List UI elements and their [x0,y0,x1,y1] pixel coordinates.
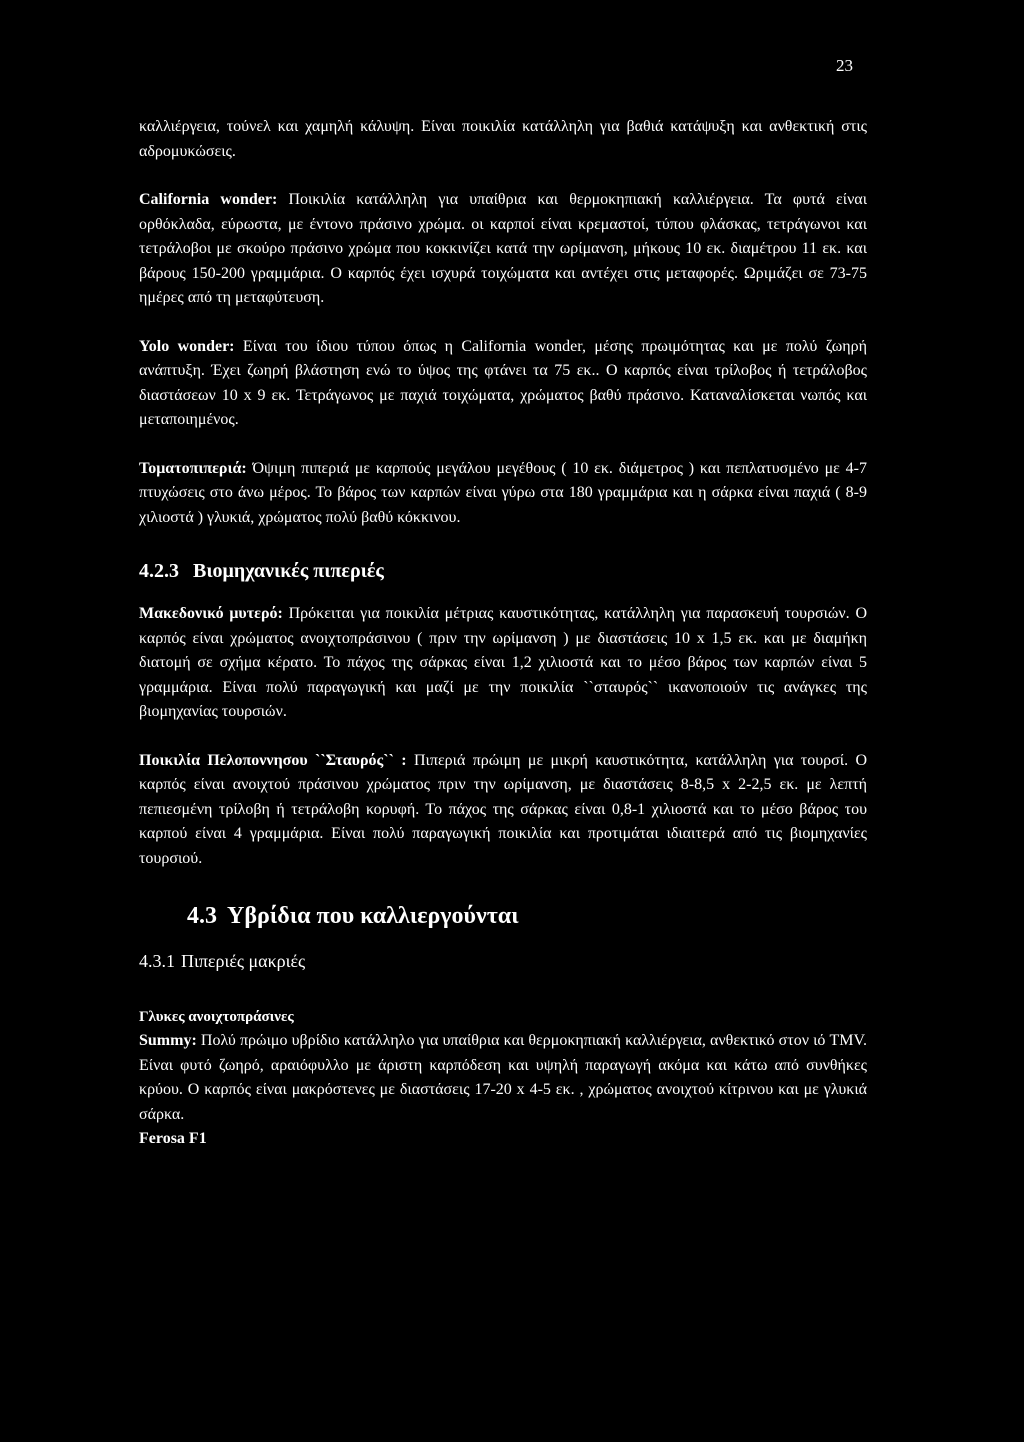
section-title: Πιπεριές μακριές [181,951,306,971]
sweet-green-heading: Γλυκες ανοιχτοπράσινες [139,1009,294,1025]
section-number: 4.2.3 [139,560,179,582]
page-number: 23 [836,56,853,75]
tomato-pepper-label: Τοματοπιπεριά: [139,459,247,477]
summy-label: Summy: [139,1032,197,1049]
macedonian-text: Πρόκειται για ποικιλία μέτριας καυστικότητας, κατάλληλη για παρασκευή τουρσιών. Ο καρπός είναι χρώματος ανοιχτοπράσινου ( πριν την ωρίμανση ) με διαστάσεις 10 x 1,5 εκ. και με διαμήκη διατομή σε σχήμα κέρατο. Το πάχος της σάρκας είναι 1,2 χιλιοστά και το μέσο βάρος των καρπών είναι 5 γραμμάρια. Είναι πολύ παραγωγική και μαζί με την ποικιλία ``σταυρός`` ικανοποιούν τις ανάγκες της βιομηχανίας τουρσιών. [139,605,867,720]
peloponnese-text: Πιπεριά πρώιμη με μικρή καυστικότητα, κατάλληλη για τουρσί. Ο καρπός είναι ανοιχτού πράσινου χρώματος πριν την ωρίμανση, με διαστάσεις 8-8,5 x 2-2,5 εκ. με λεπτή πεπιεσμένη τρίλοβη ή τετράλοβη κορυφή. Το πάχος της σάρκας είναι 0,8-1 χιλιοστά και το μέσο βάρος του καρπού είναι 4 γραμμάρια. Είναι πολύ παραγωγική ποικιλία και προτιμάται ιδιαιτερά από τις βιομηχανίες τουρσιού. [139,751,867,867]
summy-paragraph [139,1029,867,1127]
california-wonder-paragraph [139,188,867,311]
document-body [139,115,867,1152]
ferosa-label: Ferosa F1 [139,1130,207,1147]
document-page [139,0,867,1442]
macedonian-label: Μακεδονικό μυτερό: [139,605,283,622]
california-wonder-text: Ποικιλία κατάλληλη για υπαίθρια και θερμοκηπιακή καλλιέργεια. Τα φυτά είναι ορθόκλαδα, εύρωστα, με έντονο πράσινο χρώμα. οι καρποί είναι κρεμαστοί, τύπου φλάσκας, τετράγωνοι και τετράλοβοι με σκούρο πράσινο χρώμα που κοκκινίζει κατά την ωρίμανση, μήκους 10 εκ. διαμέτρου 11 εκ. και βάρους 150-200 γραμμάρια. Ο καρπός έχει ισχυρά τοιχώματα και αντέχει στις μεταφορές. Ωριμάζει σε 73-75 ημέρες από τη μεταφύτευση. [139,191,867,306]
intro-paragraph: καλλιέργεια, τούνελ και χαμηλή κάλυψη. Είναι ποικιλία κατάλληλη για βαθιά κατάψυξη και ανθεκτική στις αδρομυκώσεις. [139,118,867,160]
section-heading-4-3-1 [139,947,867,975]
section-heading-4-3 [187,899,867,933]
section-number: 4.3 [187,903,217,929]
macedonian-paragraph [139,602,867,725]
peloponnese-paragraph [139,749,867,872]
tomato-pepper-text: Όψιμη πιπεριά με καρπούς μεγάλου μεγέθους ( 10 εκ. διάμετρος ) και πεπλατυσμένο με 4-7 πτυχώσεις στο άνω μέρος. Το βάρος των καρπών είναι γύρω στα 180 γραμμάρια και η σάρκα είναι παχιά ( 8-9 χιλιοστά ) γλυκιά, χρώματος πολύ βαθύ κόκκινου. [139,459,867,526]
peloponnese-label: Ποικιλία Πελοποννησου ``Σταυρός`` : [139,751,407,769]
summy-text: Πολύ πρώιμο υβρίδιο κατάλληλο για υπαίθρια και θερμοκηπιακή καλλιέργεια, ανθεκτικό στον ιό TMV. Είναι φυτό ζωηρό, αραιόφυλλο με άριστη καρπόδεση και υψηλή παραγωγή ακόμα και κάτω από συνθήκες κρύου. Ο καρπός είναι μακρόστενες με διαστάσεις 17-20 x 4-5 εκ. , χρώματος ανοιχτού κίτρινου και με γλυκιά σάρκα. [139,1032,867,1123]
yolo-wonder-label: Yolo wonder: [139,337,235,355]
tomato-pepper-paragraph [139,457,867,531]
california-wonder-label: California wonder: [139,191,278,208]
section-title: Υβρίδια που καλλιεργούνται [227,903,519,929]
yolo-wonder-text: Είναι του ίδιου τύπου όπως η California wonder, μέσης πρωιμότητας και με πολύ ζωηρή ανάπτυξη. Έχει ζωηρή βλάστηση ενώ το ύψος της φτάνει τα 75 εκ.. Ο καρπός είναι τρίλοβος ή τετράλοβος διαστάσεων 10 x 9 εκ. Τετράγωνος με παχιά τοιχώματα, χρώματος βαθύ πράσινο. Καταναλίσκεται νωπός και μεταποιημένος. [139,337,868,428]
section-heading-4-2-3 [139,556,867,586]
section-title: Βιομηχανικές πιπεριές [193,560,384,582]
yolo-wonder-paragraph [139,335,867,433]
section-number: 4.3.1 [139,951,175,971]
